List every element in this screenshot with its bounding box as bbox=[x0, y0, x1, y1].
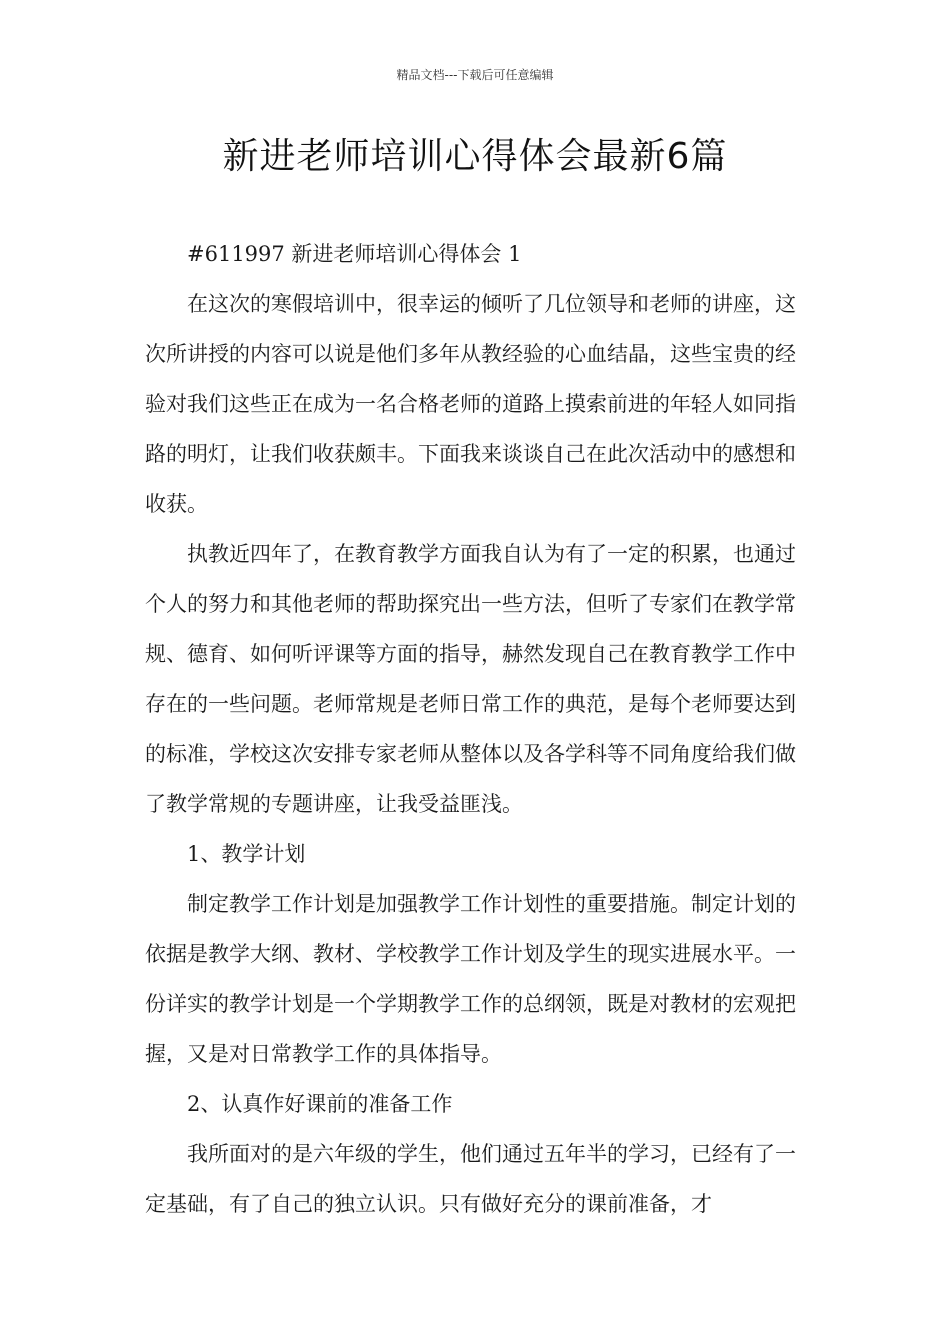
subsection-heading: 1、教学计划 bbox=[187, 842, 306, 866]
body-paragraph: 执教近四年了，在教育教学方面我自认为有了一定的积累，也通过个人的努力和其他老师的帮助探究出一些方法，但听了专家们在教学常规、德育、如何听评课等方面的指导，赫然发现自己在教育教学工作中存在的一些问题。老师常规是老师日常工作的典范，是每个老师要达到的标准，学校这次安排专家老师从整体以及各学科等不同角度给我们做了教学常规的专题讲座，让我受益匪浅。 bbox=[145, 542, 796, 816]
body-paragraph: 在这次的寒假培训中，很幸运的倾听了几位领导和老师的讲座，这次所讲授的内容可以说是他们多年从教经验的心血结晶，这些宝贵的经验对我们这些正在成为一名合格老师的道路上摸索前进的年轻人如同指路的明灯，让我们收获颇丰。下面我来谈谈自己在此次活动中的感想和收获。 bbox=[145, 292, 796, 516]
document-title: 新进老师培训心得体会最新6篇 bbox=[222, 136, 728, 177]
header-note: 精品文档---下载后可任意编辑 bbox=[396, 68, 554, 82]
subsection-heading: 2、认真作好课前的准备工作 bbox=[187, 1092, 453, 1116]
section-heading: #611997 新进老师培训心得体会 1 bbox=[187, 242, 522, 266]
document-body bbox=[145, 229, 811, 1229]
body-paragraph: 制定教学工作计划是加强教学工作计划性的重要措施。制定计划的依据是教学大纲、教材、学校教学工作计划及学生的现实进展水平。一份详实的教学计划是一个学期教学工作的总纲领，既是对教材的宏观把握，又是对日常教学工作的具体指导。 bbox=[145, 892, 796, 1066]
body-paragraph: 我所面对的是六年级的学生，他们通过五年半的学习，已经有了一定基础，有了自己的独立认识。只有做好充分的课前准备，才 bbox=[145, 1142, 796, 1216]
